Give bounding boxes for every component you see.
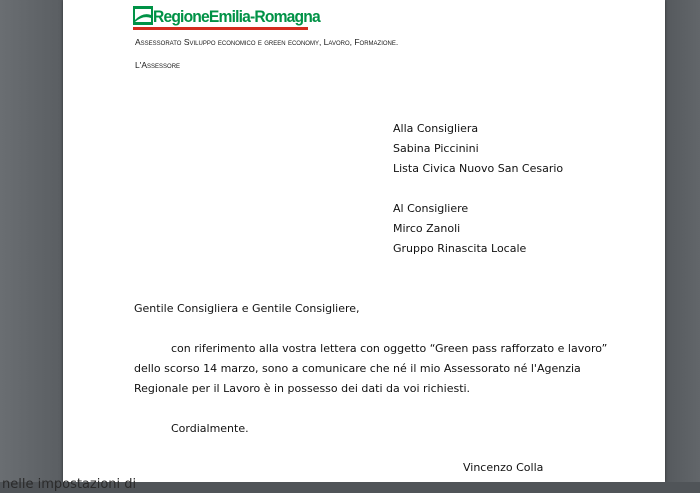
letter-greeting: Gentile Consigliera e Gentile Consigliere, xyxy=(134,302,360,315)
logo-wordmark: RegioneEmilia-Romagna xyxy=(153,7,320,26)
recipient-name: Mirco Zanoli xyxy=(393,222,461,235)
recipient-title: Al Consigliere xyxy=(393,202,469,215)
letter-body-text: con riferimento alla vostra lettera con oggetto “Green pass rafforzato e lavoro” dello scorso 14 marzo, sono a comunicare che né il mio Assessorato né l'Agenzia Regionale per il Lavoro è in possesso dei dati da voi richiesti. xyxy=(134,342,608,395)
letter-signature: Vincenzo Colla xyxy=(463,461,544,474)
department-heading: Assessorato Sviluppo economico e green economy, Lavoro, Formazione. xyxy=(135,37,399,47)
background-page-text: nelle impostazioni di xyxy=(2,477,137,492)
role-heading: L'Assessore xyxy=(135,60,181,70)
recipient-group: Lista Civica Nuovo San Cesario xyxy=(393,162,564,175)
recipient-title: Alla Consigliera xyxy=(393,122,479,135)
recipient-block xyxy=(393,199,526,259)
letter-closing: Cordialmente. xyxy=(171,422,249,435)
recipient-block xyxy=(393,119,563,179)
viewer-left-background xyxy=(0,0,63,493)
recipient-group: Gruppo Rinascita Locale xyxy=(393,242,527,255)
regione-emblem-icon xyxy=(133,6,153,25)
viewer-right-background xyxy=(665,0,700,493)
recipient-name: Sabina Piccinini xyxy=(393,142,479,155)
document-page xyxy=(63,0,665,482)
letter-body-paragraph xyxy=(134,339,634,399)
logo-red-bar xyxy=(133,27,308,30)
